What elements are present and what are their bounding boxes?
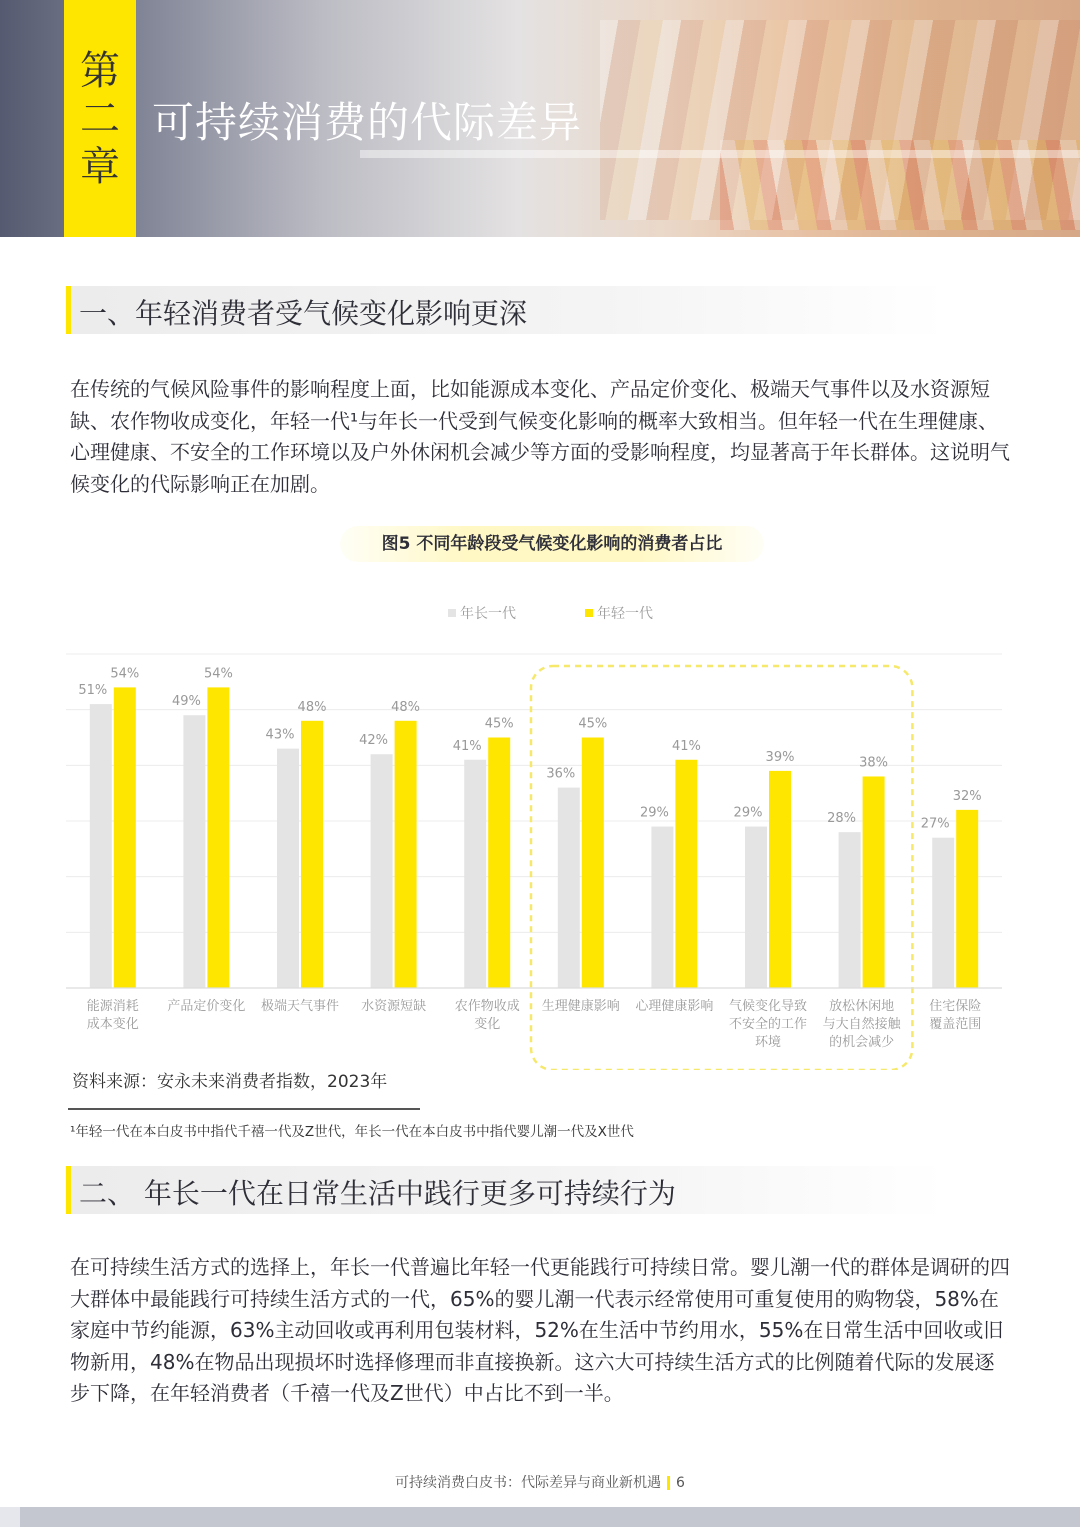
- category-label: 的机会减少: [829, 1035, 895, 1050]
- bar-younger: [114, 687, 136, 988]
- bar-older: [90, 704, 112, 988]
- bar-older: [558, 788, 580, 988]
- chapter-title: 可持续消费的代际差异: [152, 98, 583, 147]
- category-label: 与大自然接触: [822, 1017, 901, 1032]
- category-label: 农作物收成: [454, 999, 520, 1014]
- data-label: 51%: [78, 683, 108, 699]
- data-label: 48%: [391, 699, 421, 715]
- section-1-paragraph: 在传统的气候风险事件的影响程度上面，比如能源成本变化、产品定价变化、极端天气事件以及水资源短缺、农作物收成变化，年轻一代¹与年长一代受到气候变化影响的概率大致相当。但年轻一代在生理健康、心理健康、不安全的工作环境以及户外休闲机会减少等方面的受影响程度，均显著高于年长群体。这说明气候变化的代际影响正在加剧。: [70, 377, 1010, 496]
- data-label: 54%: [110, 666, 140, 682]
- category-label: 心理健康影响: [635, 999, 714, 1014]
- data-label: 45%: [578, 716, 608, 732]
- section-heading-1: [66, 286, 946, 334]
- legend-item-older: [448, 603, 516, 623]
- footnote: ¹年轻一代在本白皮书中指代千禧一代及Z世代，年长一代在本白皮书中指代婴儿潮一代及X世代: [70, 1124, 634, 1140]
- data-label: 27%: [920, 816, 950, 832]
- section-heading-2: [66, 1166, 946, 1214]
- legend-swatch-younger: [585, 609, 593, 617]
- category-label: 成本变化: [86, 1017, 139, 1032]
- page-footer: [0, 1472, 1080, 1492]
- bar-older: [371, 754, 393, 988]
- legend-item-younger: [585, 603, 653, 623]
- bar-younger: [582, 738, 604, 989]
- category-label: 覆盖范围: [929, 1017, 982, 1032]
- category-label: 气候变化导致: [728, 999, 808, 1014]
- bar-younger: [769, 771, 791, 988]
- data-label: 42%: [359, 733, 389, 749]
- chapter-tab: [64, 0, 136, 237]
- category-label: 水资源短缺: [361, 999, 427, 1014]
- bar-older: [183, 715, 205, 988]
- chapter-banner: [0, 0, 1080, 237]
- category-label: 生理健康影响: [541, 999, 620, 1014]
- bar-younger: [395, 721, 417, 988]
- data-label: 45%: [484, 716, 514, 732]
- bar-younger: [863, 776, 885, 988]
- bar-older: [277, 749, 299, 988]
- section-heading-text: 二、 年长一代在日常生活中践行更多可持续行为: [79, 1177, 676, 1210]
- bar-older: [745, 827, 767, 988]
- bar-older: [651, 827, 673, 988]
- data-label: 38%: [859, 755, 889, 771]
- data-label: 36%: [546, 766, 576, 782]
- data-label: 41%: [671, 738, 701, 754]
- data-label: 39%: [765, 749, 795, 765]
- bottom-decoration-strip: [20, 1507, 1080, 1527]
- data-label: 48%: [297, 699, 327, 715]
- bottom-decoration-corner: [0, 1507, 20, 1527]
- data-label: 29%: [733, 805, 763, 821]
- bar-older: [839, 832, 861, 988]
- bar-younger: [675, 760, 697, 988]
- data-label: 41%: [452, 738, 482, 754]
- legend-label-older: 年长一代: [460, 606, 516, 622]
- chapter-char: 章: [80, 143, 120, 190]
- bar-younger: [956, 810, 978, 988]
- footnote-divider: [68, 1108, 420, 1110]
- data-label: 32%: [952, 788, 982, 804]
- chapter-char: 第: [80, 47, 120, 94]
- category-label: 不安全的工作: [728, 1017, 808, 1032]
- bar-older: [932, 838, 954, 988]
- category-label: 放松休闲地: [829, 999, 895, 1014]
- bar-older: [464, 760, 486, 988]
- data-label: 54%: [203, 666, 233, 682]
- data-label: 29%: [639, 805, 669, 821]
- bar-younger: [488, 738, 510, 989]
- chapter-char: 二: [80, 95, 120, 142]
- bar-younger: [207, 687, 229, 988]
- legend-swatch-older: [448, 609, 456, 617]
- page-number: 6: [676, 1475, 685, 1491]
- chart-title: 图5 不同年龄段受气候变化影响的消费者占比: [340, 526, 764, 562]
- banner-shelf-highlight: [360, 150, 1080, 158]
- footer-doc-title: 可持续消费白皮书：代际差异与商业新机遇: [395, 1475, 662, 1491]
- footer-divider: [667, 1476, 670, 1490]
- category-label: 环境: [754, 1035, 782, 1050]
- section-heading-text: 一、年轻消费者受气候变化影响更深: [79, 297, 528, 330]
- category-label: 住宅保险: [929, 999, 982, 1014]
- category-label: 变化: [474, 1017, 501, 1032]
- category-label: 能源消耗: [86, 999, 139, 1014]
- legend-label-younger: 年轻一代: [597, 606, 653, 622]
- data-label: 28%: [827, 811, 857, 827]
- data-label: 43%: [265, 727, 295, 743]
- category-label: 极端天气事件: [260, 999, 340, 1014]
- chart-source: 资料来源：安永未来消费者指数，2023年: [72, 1072, 388, 1092]
- bar-chart: [0, 640, 1080, 1070]
- category-label: 产品定价变化: [167, 999, 246, 1014]
- section-2-paragraph: 在可持续生活方式的选择上，年长一代普遍比年轻一代更能践行可持续日常。婴儿潮一代的群体是调研的四大群体中最能践行可持续生活方式的一代，65%的婴儿潮一代表示经常使用可重复使用的购物袋，58%在家庭中节约能源，63%主动回收或再利用包装材料，52%在生活中节约用水，55%在日常生活中回收或旧物新用，48%在物品出现损坏时选择修理而非直接换新。这六大可持续生活方式的比例随着代际的发展逐步下降，在年轻消费者（千禧一代及Z世代）中占比不到一半。: [70, 1255, 1010, 1405]
- data-label: 49%: [171, 694, 201, 710]
- bar-younger: [301, 721, 323, 988]
